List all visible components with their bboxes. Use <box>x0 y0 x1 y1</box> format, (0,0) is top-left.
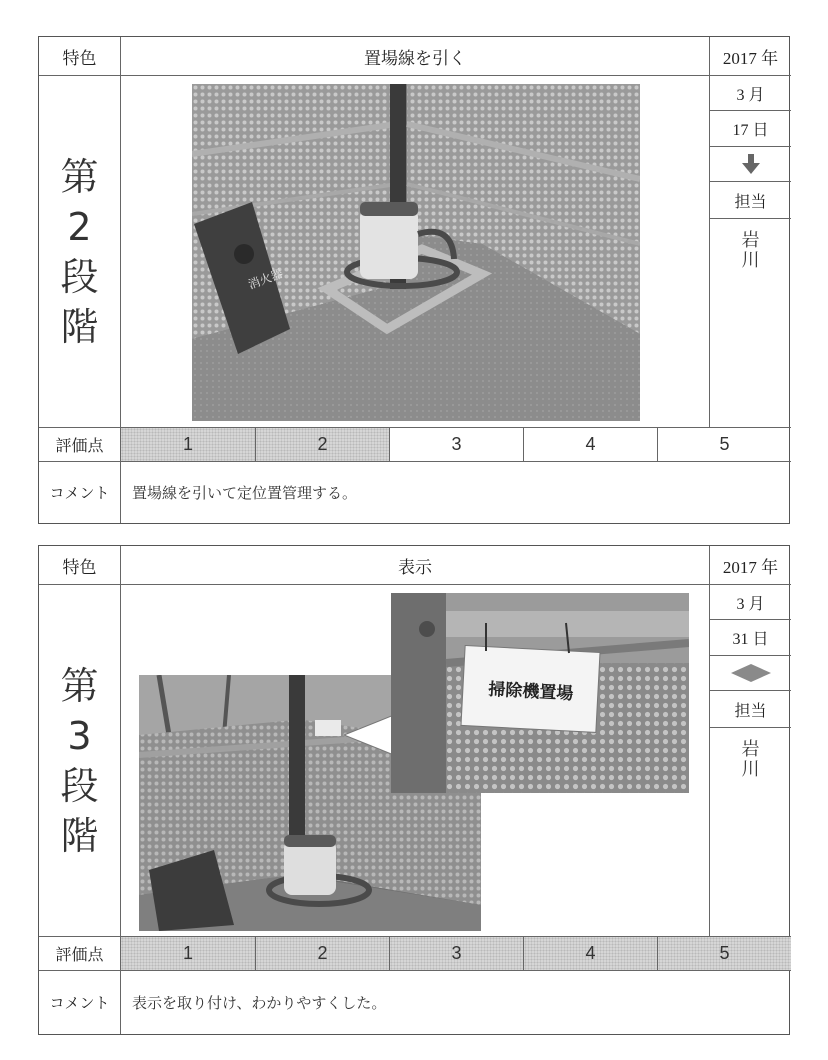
comment-label: コメント <box>39 971 121 1034</box>
comment-label: コメント <box>39 462 121 523</box>
score-2: 2 <box>256 937 390 970</box>
card-title: 置場線を引く <box>121 37 710 76</box>
year: 2017 年 <box>710 546 791 585</box>
zoom-pointer-icon <box>344 715 394 755</box>
score-4: 4 <box>524 428 658 461</box>
month: 3 月 <box>710 76 791 111</box>
evaluation-row <box>39 936 791 971</box>
year: 2017 年 <box>710 37 791 76</box>
person-name-char: 岩 <box>741 230 760 251</box>
score-1: 1 <box>121 428 256 461</box>
score-2: 2 <box>256 428 390 461</box>
person-name-char: 川 <box>741 758 760 780</box>
photo-area <box>121 585 710 936</box>
person-in-charge-label: 担当 <box>710 691 791 728</box>
day: 17 日 <box>710 111 791 147</box>
photo-vacuum-with-floor-line <box>192 84 640 421</box>
person-in-charge-label: 担当 <box>710 182 791 219</box>
stage-char: 第 <box>60 154 99 199</box>
score-3: 3 <box>390 428 524 461</box>
evaluation-card-stage-3 <box>38 545 790 1035</box>
score-5: 5 <box>658 937 791 970</box>
sign-text: 掃除機置場 <box>487 679 574 705</box>
month: 3 月 <box>710 585 791 620</box>
comment-row <box>39 462 791 523</box>
score-1: 1 <box>121 937 256 970</box>
score-4: 4 <box>524 937 658 970</box>
comment-text: 置場線を引いて定位置管理する。 <box>132 484 358 502</box>
comment-row <box>39 971 791 1034</box>
extinguisher-label: 消火器 <box>246 266 285 292</box>
diamond-icon <box>710 656 791 691</box>
feature-label: 特色 <box>39 546 121 585</box>
stage-char: 階 <box>60 304 99 349</box>
stage-char: 階 <box>60 813 99 858</box>
feature-label: 特色 <box>39 37 121 76</box>
person-name-char: 川 <box>741 249 760 271</box>
evaluation-row <box>39 427 791 462</box>
evaluation-label: 評価点 <box>39 937 121 970</box>
card-title: 表示 <box>121 546 710 585</box>
score-5: 5 <box>719 434 730 454</box>
person-in-charge <box>710 219 791 427</box>
photo-area <box>121 76 710 427</box>
comment-text: 表示を取り付け、わかりやすくした。 <box>132 994 387 1012</box>
person-name-char: 岩 <box>741 739 760 760</box>
score-3: 3 <box>390 937 524 970</box>
stage-char: 第 <box>60 663 99 708</box>
stage-char: 3 <box>67 713 92 758</box>
person-in-charge <box>710 728 791 936</box>
day: 31 日 <box>710 620 791 656</box>
stage-char: 段 <box>60 763 99 808</box>
stage-label <box>39 76 121 427</box>
stage-char: 段 <box>60 254 99 299</box>
evaluation-label: 評価点 <box>39 428 121 461</box>
down-arrow-icon <box>710 147 791 182</box>
stage-char: 2 <box>67 204 92 249</box>
evaluation-card-stage-2 <box>38 36 790 524</box>
inset-photo-sign <box>391 593 689 793</box>
stage-label <box>39 585 121 936</box>
